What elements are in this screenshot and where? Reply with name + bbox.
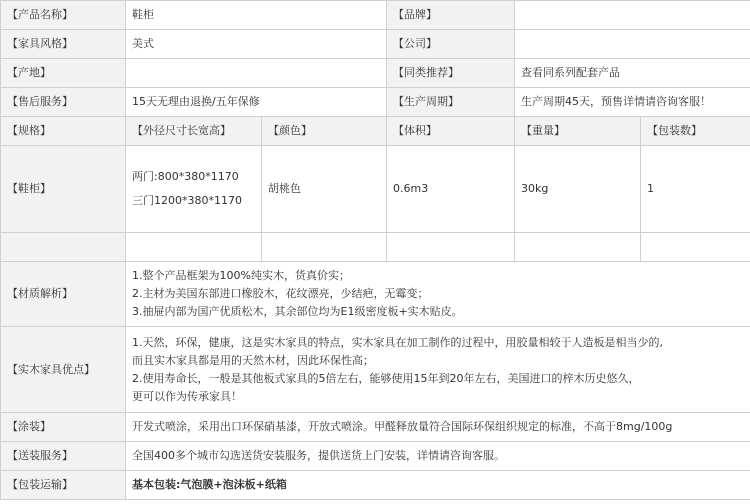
advantage-line: 更可以作为传承家具！: [132, 389, 242, 403]
product-name-value: 鞋柜: [126, 1, 387, 30]
advantage-label: 【实木家具优点】: [1, 327, 126, 413]
style-label: 【家具风格】: [1, 30, 126, 59]
advantage-value: [126, 327, 750, 413]
row-advantage: [1, 327, 750, 413]
company-label: 【公司】: [387, 30, 515, 59]
spec-item-color: 胡桃色: [262, 146, 387, 233]
spec-size-line: 三门1200*380*1170: [132, 194, 242, 207]
row-delivery: [1, 442, 750, 471]
spec-item-volume: 0.6m3: [387, 146, 515, 233]
advantage-line: 1.天然，环保，健康，这是实木家具的特点，实木家具在加工制作的过程中，用胶量相较于人造板是相当少的,: [132, 335, 663, 349]
material-line: 1.整个产品框架为100%纯实木，货真价实；: [132, 269, 350, 282]
spec-header-weight: 【重量】: [515, 117, 641, 146]
spec-header-color: 【颜色】: [262, 117, 387, 146]
similar-recommend-link[interactable]: 查看同系列配套产品: [515, 59, 750, 88]
product-name-label: 【产品名称】: [1, 1, 126, 30]
blank-cell: [126, 233, 262, 262]
shipping-value: 基本包装:气泡膜+泡沫板+纸箱: [126, 471, 750, 500]
advantage-line: 而且实木家具都是用的天然木材，因此环保性高；: [132, 353, 374, 367]
blank-cell: [641, 233, 750, 262]
similar-recommend-label: 【同类推荐】: [387, 59, 515, 88]
spec-header-count: 【包装数】: [641, 117, 750, 146]
brand-value: [515, 1, 750, 30]
style-value: 美式: [126, 30, 387, 59]
brand-label: 【品牌】: [387, 1, 515, 30]
origin-value: [126, 59, 387, 88]
coating-value: 开发式喷涂，采用出口环保硝基漆，开放式喷涂。甲醛释放量符合国际环保组织规定的标准，不高于8mg/100g: [126, 413, 750, 442]
advantage-line: 2.使用寿命长，一般是其他板式家具的5倍左右，能够使用15年到20年左右，美国进口的梓木历史悠久，: [132, 371, 640, 385]
coating-label: 【涂装】: [1, 413, 126, 442]
material-label: 【材质解析】: [1, 262, 126, 327]
spec-header-spec: 【规格】: [1, 117, 126, 146]
spec-item-name: 【鞋柜】: [1, 146, 126, 233]
blank-cell: [1, 233, 126, 262]
service-label: 【售后服务】: [1, 88, 126, 117]
spec-header-volume: 【体积】: [387, 117, 515, 146]
row-origin: [1, 59, 750, 88]
spec-item-count: 1: [641, 146, 750, 233]
production-cycle-value: 生产周期45天，预售详情请咨询客服！: [515, 88, 750, 117]
row-shipping: [1, 471, 750, 500]
spec-item-row: [1, 146, 750, 233]
shipping-label: 【包装运输】: [1, 471, 126, 500]
material-line: 2.主材为美国东部进口橡胶木，花纹漂亮，少结疤，无霉变；: [132, 287, 429, 300]
material-value: [126, 262, 750, 327]
row-service: [1, 88, 750, 117]
delivery-value: 全国400多个城市勾选送货安装服务，提供送货上门安装，详情请咨询客服。: [126, 442, 750, 471]
blank-cell: [515, 233, 641, 262]
spec-header-size: 【外径尺寸长宽高】: [126, 117, 262, 146]
blank-cell: [387, 233, 515, 262]
row-material: [1, 262, 750, 327]
blank-cell: [262, 233, 387, 262]
spec-blank-row: [1, 233, 750, 262]
material-line: 3.抽屉内部为国产优质松木，其余部位均为E1级密度板+实木贴皮。: [132, 305, 463, 318]
production-cycle-label: 【生产周期】: [387, 88, 515, 117]
spec-item-weight: 30kg: [515, 146, 641, 233]
delivery-label: 【送装服务】: [1, 442, 126, 471]
row-coating: [1, 413, 750, 442]
spec-item-size: [126, 146, 262, 233]
row-style: [1, 30, 750, 59]
company-value: [515, 30, 750, 59]
service-value: 15天无理由退换/五年保修: [126, 88, 387, 117]
spec-header-row: [1, 117, 750, 146]
spec-size-line: 两门:800*380*1170: [132, 170, 239, 183]
row-product-name: [1, 1, 750, 30]
origin-label: 【产地】: [1, 59, 126, 88]
